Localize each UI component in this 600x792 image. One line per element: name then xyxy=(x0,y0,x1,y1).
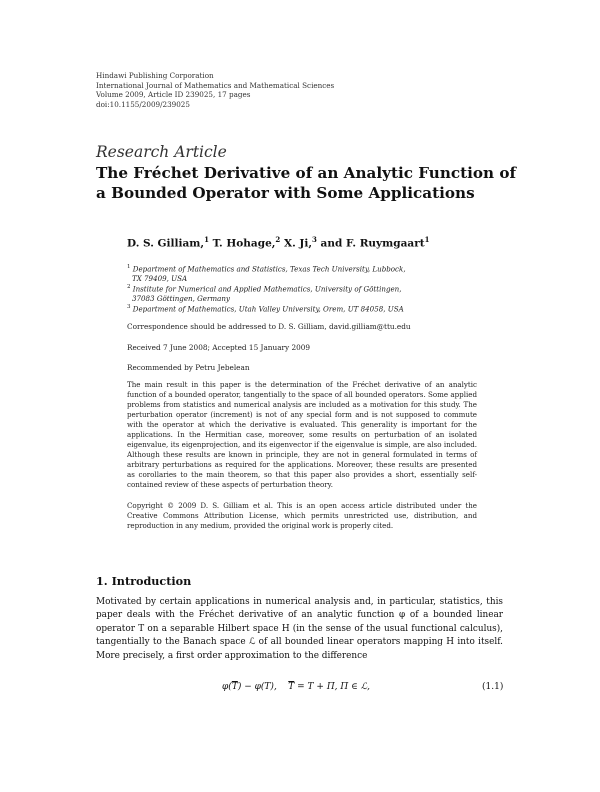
copyright-notice: Copyright © 2009 D. S. Gilliam et al. This is an open access article distributed under the Creative Commons Attribution License, which permits unrestricted use, distribution, and reproduction in any medium, provided the original work is properly cited. xyxy=(127,501,477,530)
author-name: and F. Ruymgaart xyxy=(320,237,425,250)
section-body xyxy=(96,596,503,663)
body-text-b: T on a separable Hilbert space H (in the sense of the usual functional calculus), tangentially to the Banach space ℒ of all bounded linear operators mapping H into itself. More precisely, a first order approximation to the difference xyxy=(96,623,503,661)
paper-title: The Fréchet Derivative of an Analytic Function of a Bounded Operator with Some Applications xyxy=(96,164,517,202)
recommended-by: Recommended by Petru Jebelean xyxy=(127,363,250,372)
received-date: Received 7 June 2008; Accepted 15 January 2009 xyxy=(127,343,311,352)
journal-line: International Journal of Mathematics and Mathematical Sciences xyxy=(96,80,335,90)
affiliation-3: $^3$ Department of Mathematics, Utah Valley University, Orem, UT 84058, USA xyxy=(127,304,404,314)
article-type: Research Article xyxy=(96,143,227,161)
equation-number: (1.1) xyxy=(482,682,504,692)
journal-header xyxy=(96,71,334,109)
author-name: X. Ji, xyxy=(283,237,313,250)
affiliation-1: $^1$ Department of Mathematics and Statistics, Texas Tech University, Lubbock, TX 79409, USA xyxy=(127,264,406,284)
author-sup: 2 xyxy=(275,235,281,244)
author-sup: 3 xyxy=(312,235,317,244)
abstract: The main result in this paper is the determination of the Fréchet derivative of an analytic function of a bounded operator, tangentially to the space of all bounded operators. Some applied problems from statistics and numerical analysis are included as a motivation for this study. The perturbation operator (increment) is not of any special form and is not supposed to commute with the operator at which the derivative is evaluated. This generality is important for the applications. In the Hermitian case, moreover, some results on perturbation of an isolated eigenvalue, its eigenprojection, and its eigenvector if the eigenvalue is simple, are also included. Although these results are known in principle, they are not in general formulated in terms of arbitrary perturbations as required for the applications. Moreover, these results are presented as corollaries to the main theorem, so that this paper also provides a short, essentially self-contained review of these aspects of perturbation theory. xyxy=(127,380,477,489)
author-sup: 1 xyxy=(424,235,430,244)
author-sup: 1 xyxy=(204,235,209,244)
affiliation-2: $^2$ Institute for Numerical and Applied Mathematics, University of Göttingen, 37083 Göttingen, Germany xyxy=(127,284,402,304)
equation-1-1: $\varphi(\overline{T}) - \varphi(T)$, $\overline{T} = T + \Pi$, Π ∈ ℒ, xyxy=(222,682,370,692)
correspondence: Correspondence should be addressed to D. S. Gilliam, david.gilliam@ttu.edu xyxy=(127,322,411,331)
volume-line: Volume 2009, Article ID 239025, 17 pages xyxy=(96,90,251,100)
section-heading: 1. Introduction xyxy=(96,574,192,588)
author-list xyxy=(127,235,429,250)
author-name: D. S. Gilliam, xyxy=(127,237,205,250)
body-text-a: Motivated by certain applications in numerical analysis and, in particular, statistics, this paper deals with the Fréchet derivative of an analytic function φ of a bounded linear operator xyxy=(96,597,503,634)
author-name: T. Hohage, xyxy=(212,237,276,250)
publisher-line: Hindawi Publishing Corporation xyxy=(96,71,214,80)
doi-line: doi:10.1155/2009/239025 xyxy=(96,99,190,109)
